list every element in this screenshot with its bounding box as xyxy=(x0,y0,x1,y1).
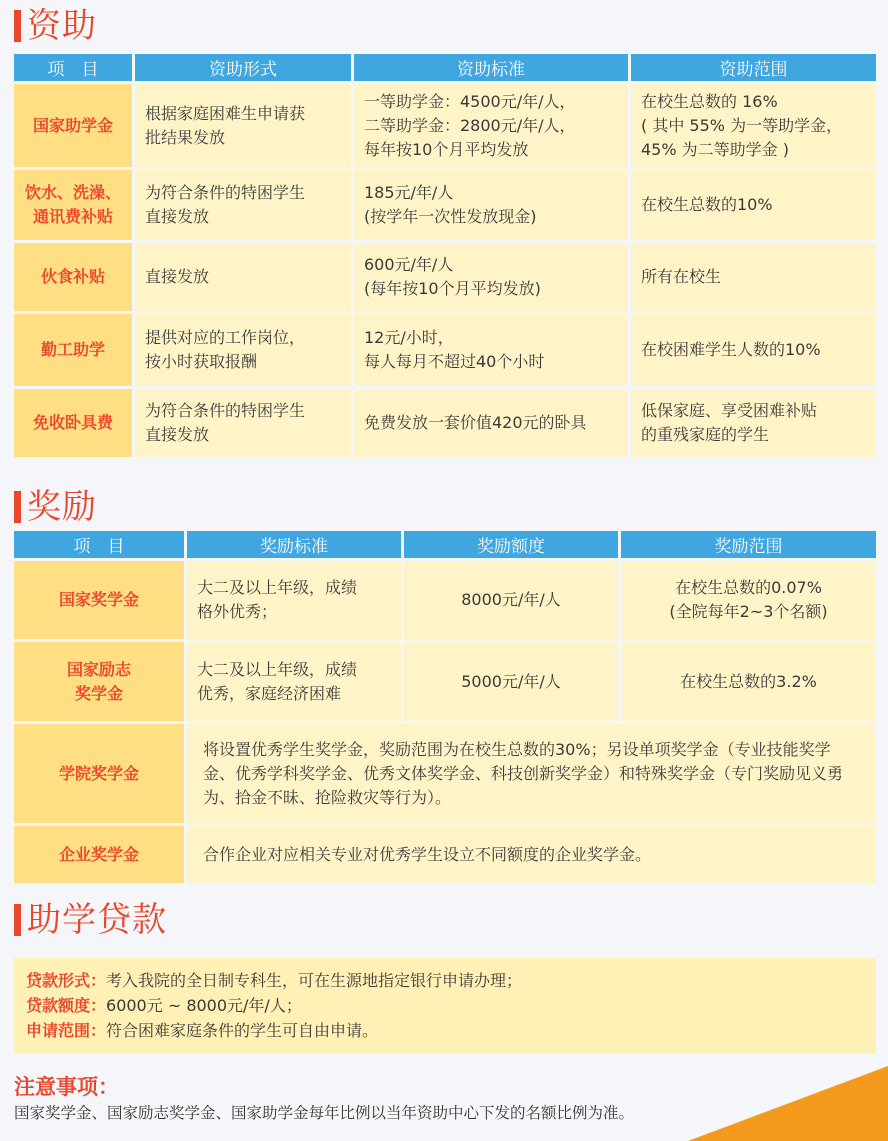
title-accent-bar xyxy=(14,904,21,936)
aid-header-scope: 资助范围 xyxy=(631,54,876,81)
table-row xyxy=(14,314,876,386)
aid-item: 免收卧具费 xyxy=(14,389,132,457)
aid-scope: 在校生总数的10% xyxy=(631,170,876,240)
reward-title: 奖励 xyxy=(27,487,97,527)
loan-value: 考入我院的全日制专科生，可在生源地指定银行申请办理； xyxy=(106,971,523,990)
corner-decoration xyxy=(688,1066,888,1141)
loan-value: 6000元 ~ 8000元/年/人； xyxy=(106,996,302,1015)
table-row xyxy=(14,243,876,311)
reward-item: 学院奖学金 xyxy=(14,724,184,823)
table-row xyxy=(14,826,876,883)
aid-title: 资助 xyxy=(27,6,97,46)
aid-item: 饮水、洗澡、 通讯费补贴 xyxy=(14,170,132,240)
reward-description: 将设置优秀学生奖学金，奖励范围为在校生总数的30%；另设单项奖学金（专业技能奖学金、优秀学科奖学金、优秀文体奖学金、科技创新奖学金）和特殊奖学金（专门奖励见义勇为、拾金不昧、抢险救灾等行为）。 xyxy=(187,724,876,823)
aid-standard: 185元/年/人 (按学年一次性发放现金) xyxy=(354,170,628,240)
aid-form: 直接发放 xyxy=(135,243,351,311)
aid-scope: 所有在校生 xyxy=(631,243,876,311)
table-row xyxy=(14,642,876,721)
loan-title: 助学贷款 xyxy=(27,900,167,940)
notice-text: 国家奖学金、国家励志奖学金、国家助学金每年比例以当年资助中心下发的名额比例为准。 xyxy=(14,1104,635,1122)
loan-row xyxy=(26,993,864,1018)
reward-scope: 在校生总数的3.2% xyxy=(621,642,876,721)
reward-item: 企业奖学金 xyxy=(14,826,184,883)
aid-form: 提供对应的工作岗位， 按小时获取报酬 xyxy=(135,314,351,386)
aid-item: 勤工助学 xyxy=(14,314,132,386)
reward-scope: 在校生总数的0.07% (全院每年2~3个名额) xyxy=(621,561,876,639)
reward-standard: 大二及以上年级，成绩 优秀，家庭经济困难 xyxy=(187,642,401,721)
aid-item: 国家助学金 xyxy=(14,84,132,167)
aid-scope: 在校生总数的 16% ( 其中 55% 为一等助学金， 45% 为二等助学金 ) xyxy=(631,84,876,167)
reward-amount: 8000元/年/人 xyxy=(404,561,618,639)
table-row xyxy=(14,561,876,639)
aid-standard: 免费发放一套价值420元的卧具 xyxy=(354,389,628,457)
loan-info-box xyxy=(14,958,876,1054)
title-accent-bar xyxy=(14,10,21,42)
table-row xyxy=(14,389,876,457)
loan-row xyxy=(26,968,864,993)
loan-section-title xyxy=(14,900,167,940)
aid-item: 伙食补贴 xyxy=(14,243,132,311)
reward-section-title xyxy=(14,487,97,527)
reward-header-standard: 奖励标准 xyxy=(187,531,401,558)
table-row xyxy=(14,170,876,240)
reward-header-scope: 奖励范围 xyxy=(621,531,876,558)
reward-table-header xyxy=(14,531,876,558)
reward-item: 国家奖学金 xyxy=(14,561,184,639)
notice-title: 注意事项： xyxy=(14,1075,119,1099)
loan-value: 符合困难家庭条件的学生可自由申请。 xyxy=(106,1021,379,1040)
loan-row xyxy=(26,1018,864,1043)
aid-scope: 在校困难学生人数的10% xyxy=(631,314,876,386)
aid-form: 为符合条件的特困学生 直接发放 xyxy=(135,389,351,457)
aid-standard: 600元/年/人 (每年按10个月平均发放) xyxy=(354,243,628,311)
loan-key: 贷款形式： xyxy=(26,971,107,990)
aid-form: 根据家庭困难生申请获 批结果发放 xyxy=(135,84,351,167)
aid-section-title xyxy=(14,6,97,46)
title-accent-bar xyxy=(14,491,21,523)
aid-table xyxy=(11,51,879,460)
aid-header-standard: 资助标准 xyxy=(354,54,628,81)
aid-form: 为符合条件的特困学生 直接发放 xyxy=(135,170,351,240)
table-row xyxy=(14,724,876,823)
aid-header-item: 项 目 xyxy=(14,54,132,81)
loan-key: 申请范围： xyxy=(26,1021,107,1040)
aid-standard: 一等助学金：4500元/年/人， 二等助学金：2800元/年/人， 每年按10个月平均发放 xyxy=(354,84,628,167)
reward-description: 合作企业对应相关专业对优秀学生设立不同额度的企业奖学金。 xyxy=(187,826,876,883)
reward-table xyxy=(11,528,879,886)
aid-table-header xyxy=(14,54,876,81)
reward-standard: 大二及以上年级，成绩 格外优秀； xyxy=(187,561,401,639)
reward-header-amount: 奖励额度 xyxy=(404,531,618,558)
aid-standard: 12元/小时， 每人每月不超过40个小时 xyxy=(354,314,628,386)
loan-key: 贷款额度： xyxy=(26,996,107,1015)
aid-scope: 低保家庭、享受困难补贴 的重残家庭的学生 xyxy=(631,389,876,457)
reward-item: 国家励志 奖学金 xyxy=(14,642,184,721)
reward-amount: 5000元/年/人 xyxy=(404,642,618,721)
reward-header-item: 项 目 xyxy=(14,531,184,558)
table-row xyxy=(14,84,876,167)
aid-header-form: 资助形式 xyxy=(135,54,351,81)
